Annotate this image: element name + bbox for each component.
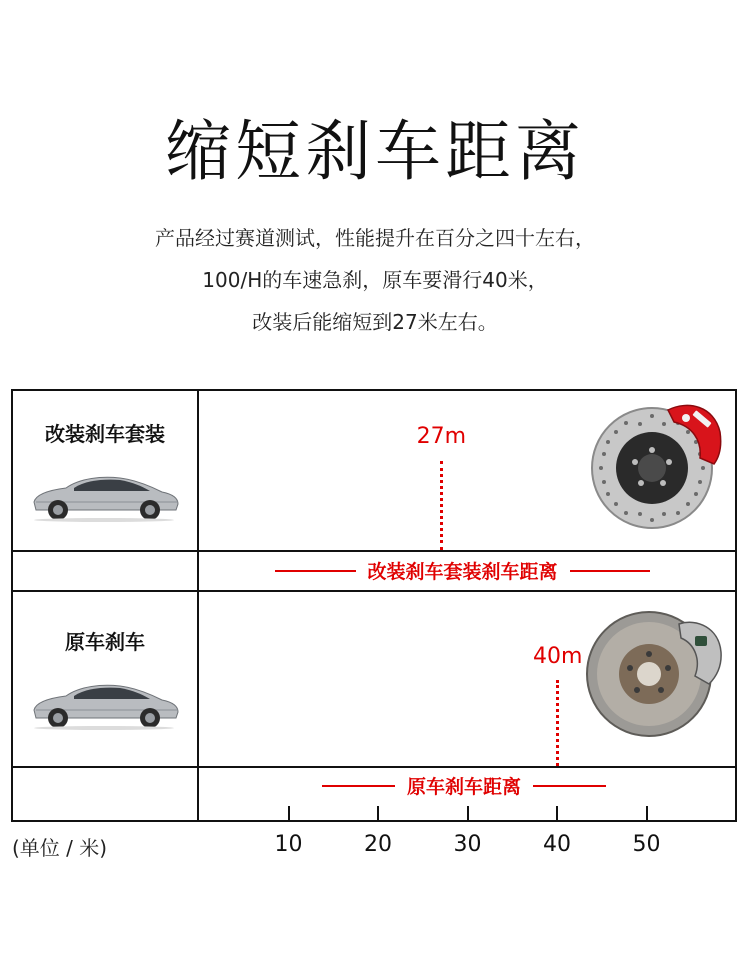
row-divider bbox=[11, 550, 737, 552]
row-divider bbox=[11, 590, 737, 592]
row-label-upgraded: 改装刹车套装 bbox=[45, 422, 165, 446]
caption-dash bbox=[275, 570, 356, 572]
x-axis-tick-label: 20 bbox=[364, 832, 392, 857]
page-title: 缩短刹车距离 bbox=[165, 113, 585, 190]
caption-dash bbox=[570, 570, 651, 572]
description-line-3: 改装后能缩短到27米左右。 bbox=[252, 310, 498, 334]
x-axis-tick-label: 40 bbox=[543, 832, 571, 857]
unit-label: (单位 / 米) bbox=[12, 836, 108, 860]
x-axis-tick bbox=[288, 806, 290, 822]
description-line-1: 产品经过赛道测试，性能提升在百分之四十左右， bbox=[155, 226, 595, 250]
caption-text: 改装刹车套装刹车距离 bbox=[367, 561, 558, 583]
distance-value-label: 27m bbox=[416, 424, 467, 449]
caption-dash bbox=[322, 785, 395, 787]
x-axis-tick-label: 10 bbox=[274, 832, 303, 857]
caption-text: 原车刹车距离 bbox=[407, 776, 522, 798]
row-label-stock: 原车刹车 bbox=[65, 630, 145, 654]
x-axis-tick bbox=[467, 806, 469, 822]
row-divider bbox=[11, 766, 737, 768]
stock-brake-image bbox=[583, 606, 723, 740]
x-axis-tick bbox=[377, 806, 379, 822]
x-axis-tick bbox=[646, 806, 648, 822]
sports-car-image bbox=[28, 676, 180, 730]
caption-dash bbox=[533, 785, 606, 787]
upgraded-brake-image bbox=[588, 396, 722, 536]
column-divider bbox=[197, 389, 199, 822]
distance-caption bbox=[275, 557, 650, 584]
distance-value-label: 40m bbox=[533, 644, 583, 669]
distance-marker-line bbox=[556, 680, 559, 766]
distance-marker-line bbox=[440, 461, 443, 550]
x-axis-tick-label: 50 bbox=[632, 832, 661, 857]
x-axis-tick-label: 30 bbox=[453, 832, 482, 857]
description-line-2: 100/H的车速急刹，原车要滑行40米， bbox=[202, 268, 548, 292]
distance-caption bbox=[322, 772, 606, 799]
sports-car-image bbox=[28, 468, 180, 522]
x-axis-tick bbox=[556, 806, 558, 822]
